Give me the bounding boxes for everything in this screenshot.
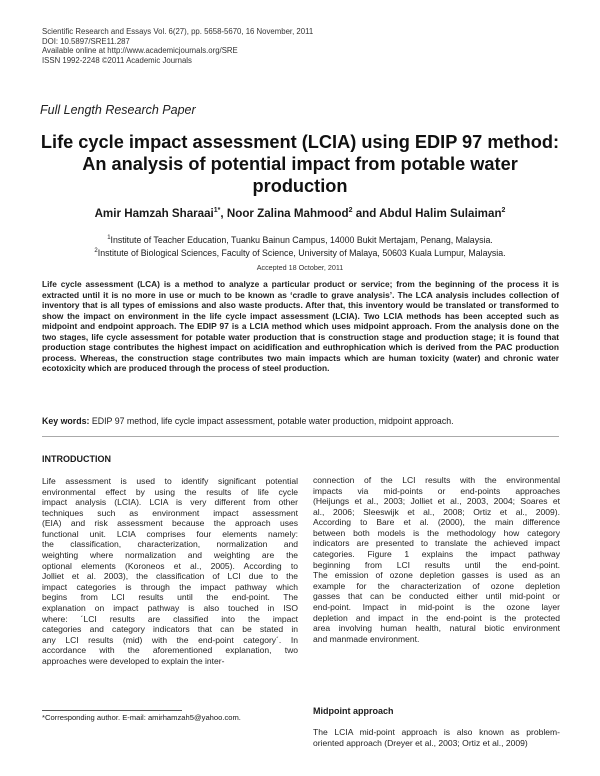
journal-header — [42, 27, 313, 65]
text-line: The emission of ozone depletion gasses is used as an — [313, 570, 560, 581]
text-line: approaches were developed to explain the inter- — [42, 655, 225, 666]
introduction-column-right — [313, 475, 560, 644]
text-line: connection of the LCI results with the environmental — [313, 475, 560, 485]
midpoint-text — [313, 727, 560, 748]
text-line: and manmade environment. — [313, 633, 420, 644]
keywords-text: EDIP 97 method, life cycle impact assessment, potable water production, midpoint approach. — [91, 416, 454, 426]
text-line: beginning from LCI results until the end-point. — [313, 559, 560, 570]
text-line: weighting where normalization and weighting are the — [42, 550, 298, 561]
text-line: optional elements (Koroneos et al., 2005). According to — [42, 560, 298, 571]
paper-title: Life cycle impact assessment (LCIA) using EDIP 97 method: An analysis of potential impact from potable water production — [40, 132, 560, 196]
text-line: functional unit. LCIA comprises four elements namely: — [42, 528, 298, 539]
accepted-date: Accepted 18 October, 2011 — [256, 263, 344, 272]
available-online: Available online at http://www.academicjournals.org/SRE — [42, 46, 238, 56]
text-line: impacts via mid-points or end-points approaches — [313, 485, 560, 496]
text-line: (EIA) and risk assessment because the approach uses — [42, 518, 298, 529]
text-line: explanation on impact pathway is also touched in ISO — [42, 602, 298, 613]
author-list: Amir Hamzah Sharaai$^{1*}$, Noor Zalina Mahmood$^2$ and Abdul Halim Sulaiman$^2$ — [94, 207, 506, 220]
text-line: example for the characterization of ozone depletion — [313, 580, 560, 591]
text-line: categories. Figure 1 explains the impact pathway — [313, 549, 560, 560]
author-name: Noor Zalina Mahmood — [226, 207, 349, 220]
affiliation: $^2$Institute of Biological Sciences, Faculty of Science, University of Malaya, 50603 Kuala Lumpur, Malaysia. — [94, 248, 506, 259]
section-divider — [42, 436, 559, 437]
keywords-label: Key words: — [42, 416, 90, 426]
text-line: between both models is the methodology how category — [313, 527, 560, 538]
text-line: indicators are presented to translate the achieved impact — [313, 538, 560, 549]
author-name: Abdul Halim Sulaiman — [379, 207, 502, 220]
text-line: end-point. Impact in mid-point is the ozone layer — [313, 601, 560, 612]
text-line: Jolliet et al. 2003), the classification of LCI due to the — [42, 571, 298, 582]
text-line: Life assessment is used to identify significant potential — [42, 476, 298, 486]
text-line: al., 2006; Sleeswijk et al., 2008; Ortiz et al., 2009). — [313, 506, 560, 517]
text-line: depletion and impact in the end-point is the protected — [313, 612, 560, 623]
issn: ISSN 1992-2248 ©2011 Academic Journals — [42, 55, 192, 65]
text-line: any LCI results (mid) with the end-point category´. In — [42, 634, 298, 645]
affiliations — [40, 233, 560, 260]
text-line: impact categories is through the impact pathway which — [42, 581, 298, 592]
paper-type: Full Length Research Paper — [40, 103, 196, 117]
author-name: Amir Hamzah Sharaai — [94, 207, 214, 220]
text-line: the classification, characterization, normalization and — [42, 539, 298, 550]
text-line: impact analysis (LCIA). LCIA is very different from other — [42, 497, 298, 508]
text-line: According to Bare et al. (2000), the main difference — [313, 517, 560, 528]
text-line: The LCIA mid-point approach is also known as problem- — [313, 727, 560, 737]
footnote-divider — [42, 710, 182, 711]
corresponding-author-footnote: *Corresponding author. E-mail: amirhamzah5@yahoo.com. — [42, 713, 241, 722]
text-line: oriented approach (Dreyer et al., 2003; Ortiz et al., 2009) — [313, 737, 528, 748]
text-line: accordance with the aforementioned explanation, two — [42, 645, 298, 656]
author-affiliation-mark: 2 — [501, 207, 506, 215]
author-affiliation-mark: 1* — [213, 207, 221, 215]
text-line: area involving human health, natural biotic environment — [313, 623, 560, 634]
abstract: Life cycle assessment (LCA) is a method to analyze a particular product or service; from the beginning of the process it is extracted until it is no more in use or much to be known as ‘cradle to grave analysis’. The LCA analysis includes collection of inventory that is all types of emissions and also waste products. After that, this inventory would be translated or transformed to show the impact on environment in the life cycle impact assessment (LCIA). Two LCIA methods has been accepted such as midpoint and endpoint approach. The EDIP 97 is a LCIA method which uses midpoint approach. From the analysis done on the two stages, life cycle assessment for potable water production that is construction stage and production stage; it is found that production stage contributes the highest impact on acidification and euthrophication which is derived from the PAC production process. Whereas, the construction stage contributes two main impacts which are human toxicity (water) and chronic water ecotoxicity which are produced through the process of steel production. — [42, 279, 559, 374]
affiliation: $^1$Institute of Teacher Education, Tuanku Bainun Campus, 14000 Bukit Mertajam, Penang, Malaysia. — [107, 234, 493, 245]
doi: DOI: 10.5897/SRE11.287 — [42, 36, 130, 46]
keywords — [42, 416, 562, 426]
text-line: gasses that can be conducted either until mid-point or — [313, 591, 560, 602]
text-line: (Heijungs et al., 2003; Jolliet et al., 2003, 2004; Soares et — [313, 496, 560, 507]
journal-citation: Scientific Research and Essays Vol. 6(27), pp. 5658-5670, 16 November, 2011 — [42, 27, 314, 36]
text-line: environmental effect by using the results of life cycle — [42, 486, 298, 497]
author-affiliation-mark: 2 — [348, 207, 353, 215]
introduction-heading: INTRODUCTION — [42, 454, 111, 464]
text-line: where: ´LCI results are classified into the impact — [42, 613, 298, 624]
text-line: begins from LCI results until the end-point. The — [42, 592, 298, 603]
text-line: techniques such as environment impact assessment — [42, 507, 298, 518]
midpoint-heading: Midpoint approach — [313, 706, 394, 716]
text-line: categories and category indicators that can be stated in — [42, 624, 298, 635]
introduction-column-left — [42, 476, 298, 666]
